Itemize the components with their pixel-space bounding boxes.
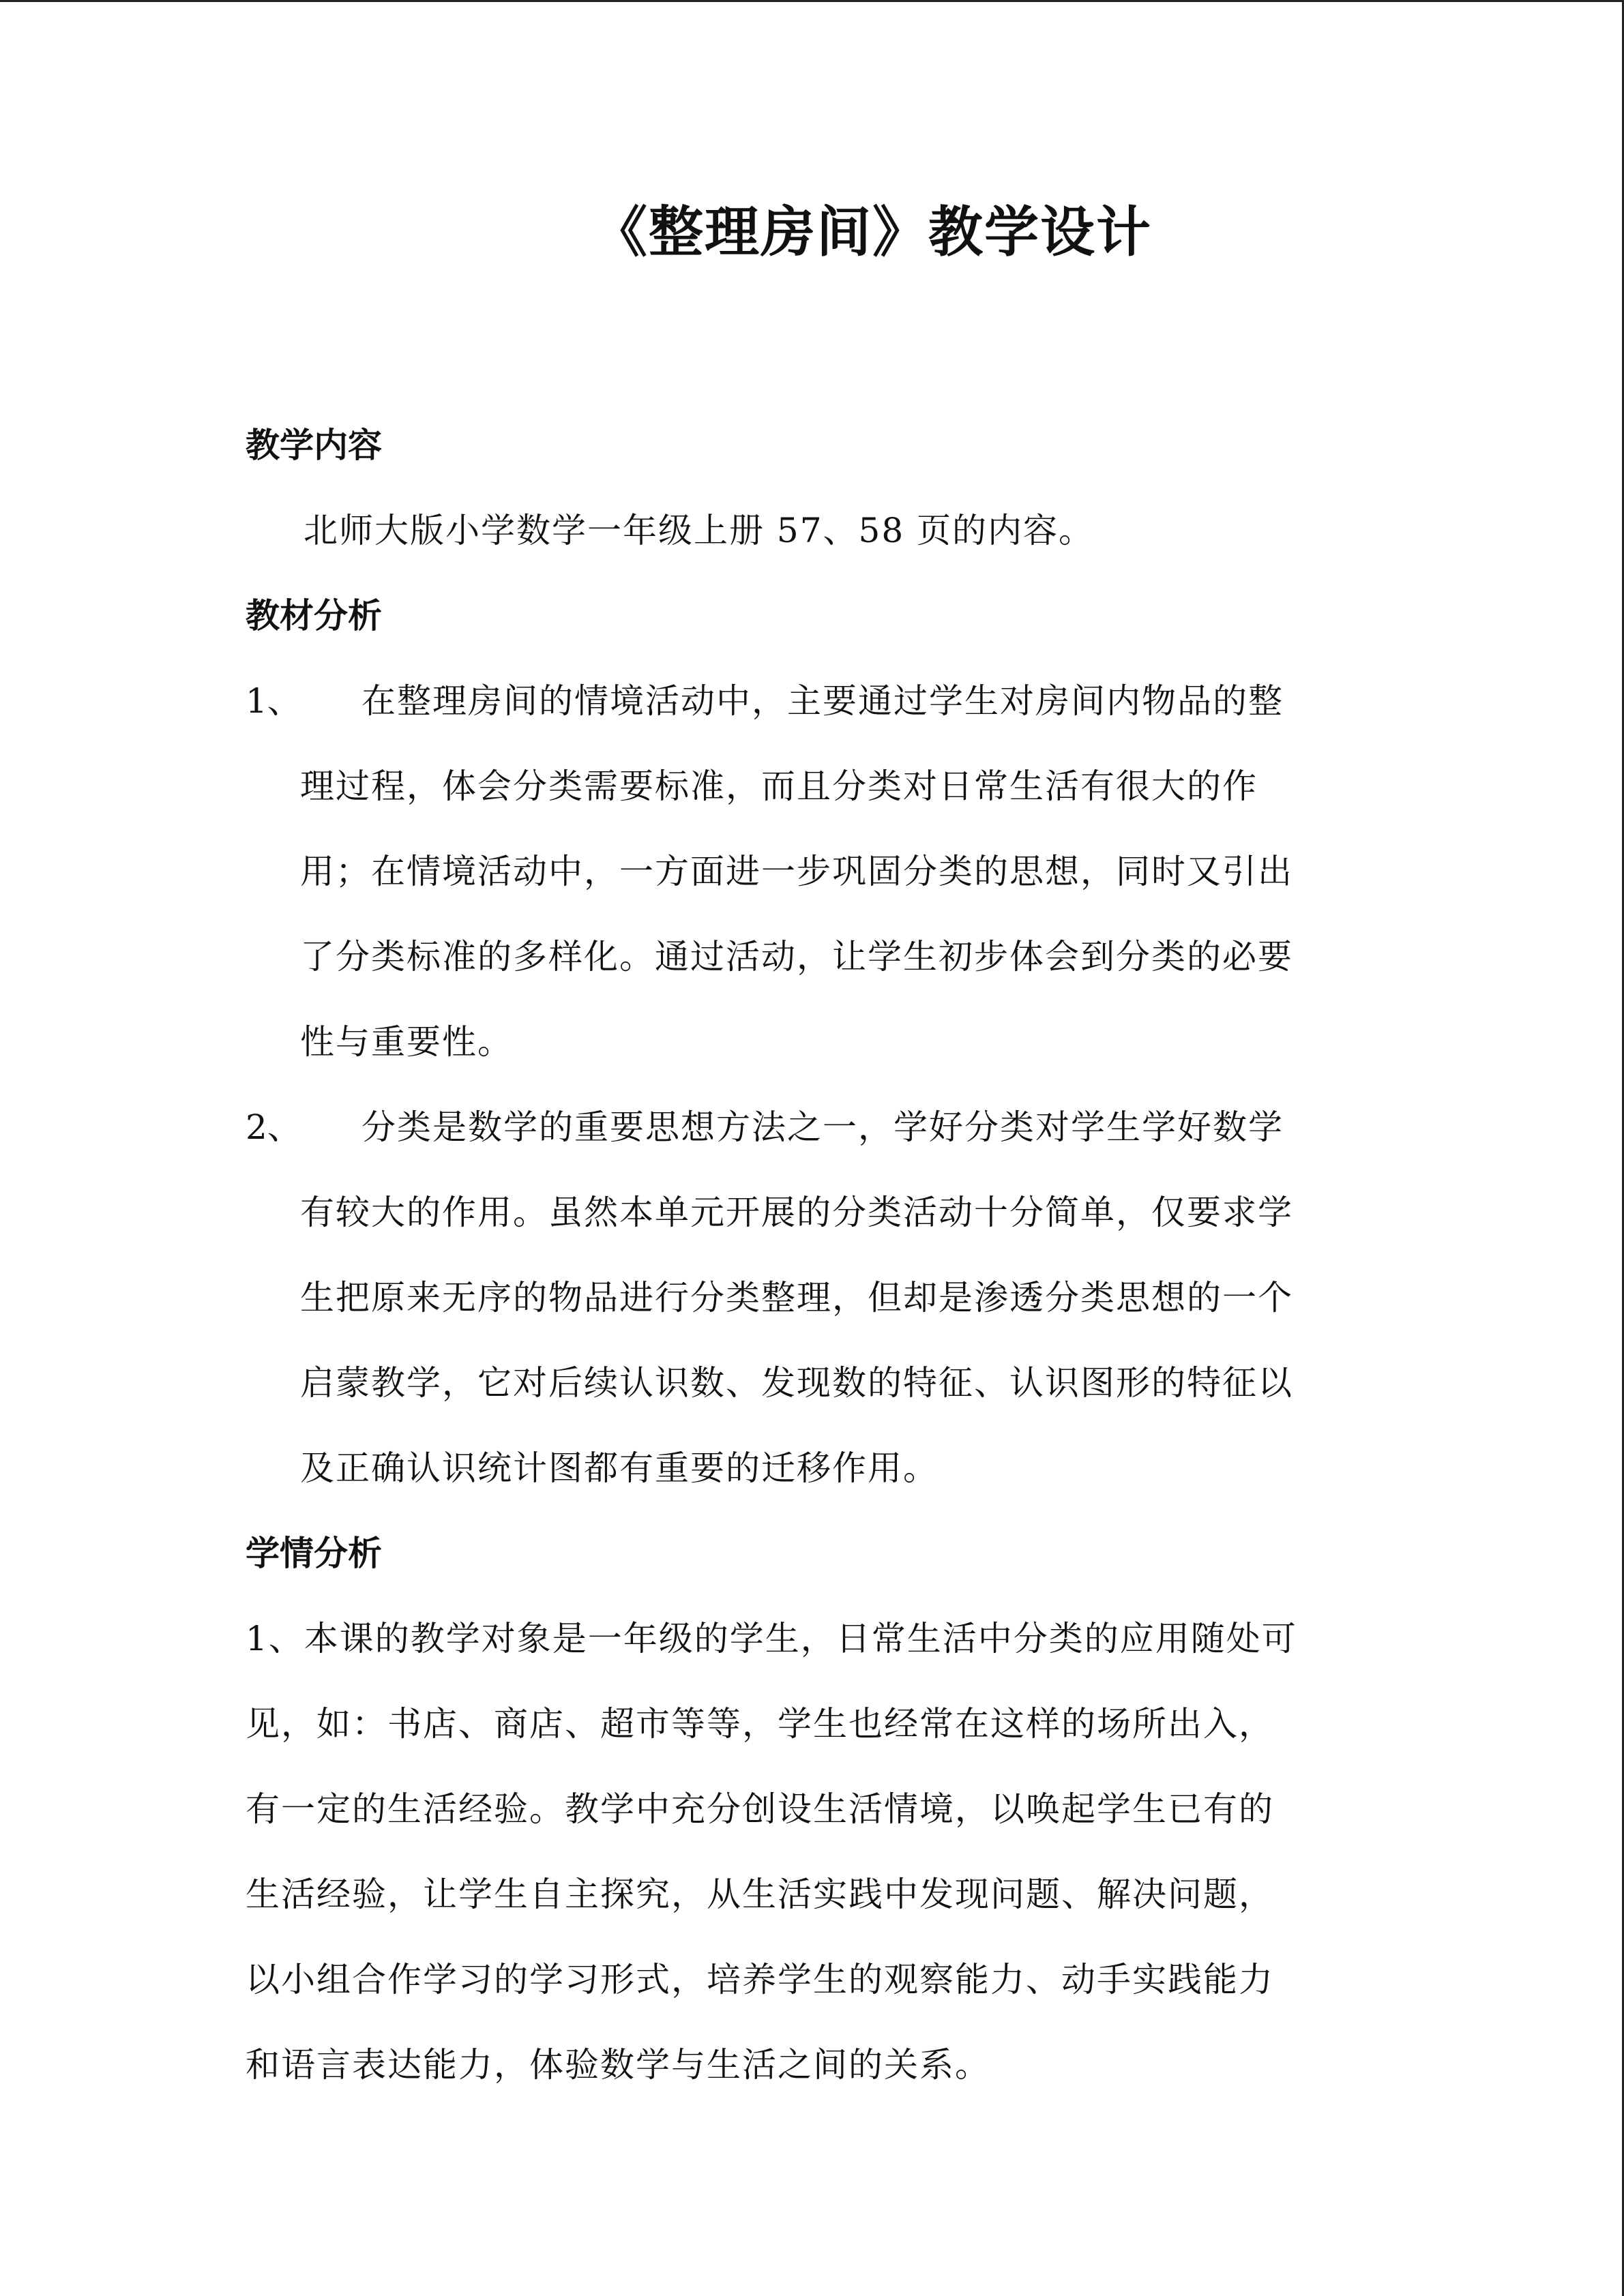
material-item2-line: 及正确认识统计图都有重要的迁移作用。 [300,1448,939,1488]
list-number: 2、 [246,1107,301,1147]
material-item1-line: 性与重要性。 [300,1022,513,1062]
section-heading-students: 学情分析 [246,1534,382,1573]
students-line: 1、本课的教学对象是一年级的学生，日常生活中分类的应用随处可 [246,1619,1297,1658]
material-item1-line: 用；在情境活动中，一方面进一步巩固分类的思想，同时又引出 [300,852,1293,891]
material-item2-line: 有较大的作用。虽然本单元开展的分类活动十分简单，仅要求学 [300,1193,1293,1232]
section-heading-content: 教学内容 [246,426,382,465]
material-item2-line: 分类是数学的重要思想方法之一，学好分类对学生学好数学 [361,1107,1284,1147]
document-title: 《整理房间》教学设计 [593,200,1152,264]
material-item2-line: 启蒙教学，它对后续认识数、发现数的特征、认识图形的特征以 [300,1363,1293,1403]
content-text: 北师大版小学数学一年级上册 57、58 页的内容。 [304,511,1095,550]
list-number: 1、 [246,681,301,721]
students-line: 和语言表达能力，体验数学与生活之间的关系。 [246,2045,990,2085]
material-item1-line: 了分类标准的多样化。通过活动，让学生初步体会到分类的必要 [300,937,1293,976]
students-line: 有一定的生活经验。教学中充分创设生活情境，以唤起学生已有的 [246,1789,1274,1829]
material-item1-line: 理过程，体会分类需要标准，而且分类对日常生活有很大的作 [300,766,1258,806]
students-line: 见，如：书店、商店、超市等等，学生也经常在这样的场所出入， [246,1704,1274,1744]
students-line: 以小组合作学习的学习形式，培养学生的观察能力、动手实践能力 [246,1960,1274,1999]
section-heading-material: 教材分析 [246,596,382,636]
material-item1-line: 在整理房间的情境活动中，主要通过学生对房间内物品的整 [361,681,1284,721]
material-item2-line: 生把原来无序的物品进行分类整理，但却是渗透分类思想的一个 [300,1278,1293,1317]
students-line: 生活经验，让学生自主探究，从生活实践中发现问题、解决问题， [246,1875,1274,1914]
